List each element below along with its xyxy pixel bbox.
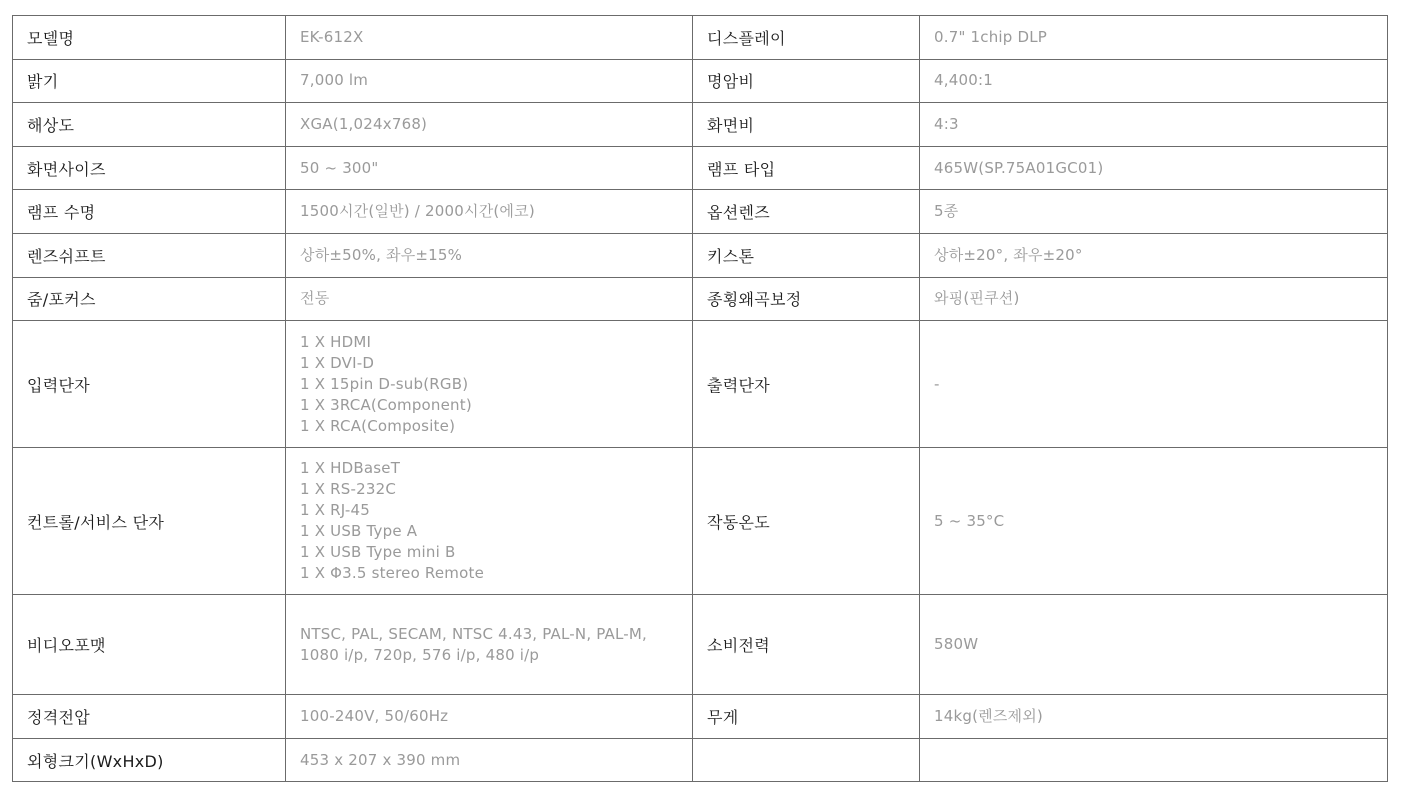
spec-table [12,15,1388,782]
spec-value: 상하±20°, 좌우±20° [920,233,1388,277]
table-row [13,321,1388,448]
spec-value-line: 1 X 15pin D-sub(RGB) [300,374,469,393]
spec-label: 램프 수명 [13,190,286,234]
spec-label: 화면비 [693,103,920,147]
table-row [13,595,1388,695]
spec-value-line: 1 X 3RCA(Component) [300,395,472,414]
spec-value-line: 1 X Φ3.5 stereo Remote [300,564,484,583]
table-row [13,695,1388,739]
spec-value: 0.7" 1chip DLP [920,16,1388,60]
spec-value: 14kg(렌즈제외) [920,695,1388,739]
spec-value: 453 x 207 x 390 mm [286,738,693,782]
spec-label: 램프 타입 [693,146,920,190]
spec-value: 580W [920,595,1388,695]
spec-value: - [920,321,1388,448]
spec-value: 1500시간(일반) / 2000시간(에코) [286,190,693,234]
spec-label: 정격전압 [13,695,286,739]
spec-value: 4:3 [920,103,1388,147]
table-row [13,103,1388,147]
spec-value [286,448,693,595]
spec-label: 종횡왜곡보정 [693,277,920,321]
spec-value [286,321,693,448]
spec-label: 무게 [693,695,920,739]
spec-value: 5종 [920,190,1388,234]
spec-value: 465W(SP.75A01GC01) [920,146,1388,190]
spec-label: 모델명 [13,16,286,60]
spec-label: 줌/포커스 [13,277,286,321]
table-row [13,16,1388,60]
spec-value-line: 1 X RCA(Composite) [300,416,456,435]
spec-value: 7,000 lm [286,59,693,103]
spec-table-body [13,16,1388,782]
spec-label: 렌즈쉬프트 [13,233,286,277]
spec-value: 50 ~ 300" [286,146,693,190]
table-row [13,233,1388,277]
spec-label: 명암비 [693,59,920,103]
spec-value-line: 1 X RJ-45 [300,501,370,520]
spec-value-line: 1 X RS-232C [300,480,397,499]
spec-label: 작동온도 [693,448,920,595]
spec-value [920,738,1388,782]
spec-value: 상하±50%, 좌우±15% [286,233,693,277]
table-row [13,448,1388,595]
spec-label: 소비전력 [693,595,920,695]
spec-value: 5 ~ 35°C [920,448,1388,595]
spec-label: 비디오포맷 [13,595,286,695]
spec-label: 화면사이즈 [13,146,286,190]
spec-value: EK-612X [286,16,693,60]
spec-label: 컨트롤/서비스 단자 [13,448,286,595]
table-row [13,59,1388,103]
spec-label: 외형크기(WxHxD) [13,738,286,782]
spec-value-line: 1 X USB Type A [300,522,418,541]
spec-value: 100-240V, 50/60Hz [286,695,693,739]
spec-value-line: 1 X HDBaseT [300,459,401,478]
spec-value-line: 1 X HDMI [300,332,372,351]
spec-value: 와핑(핀쿠션) [920,277,1388,321]
spec-label: 입력단자 [13,321,286,448]
spec-value: NTSC, PAL, SECAM, NTSC 4.43, PAL-N, PAL-M, 1080 i/p, 720p, 576 i/p, 480 i/p [286,595,693,695]
spec-value-line: 1 X USB Type mini B [300,543,456,562]
table-row [13,146,1388,190]
table-row [13,738,1388,782]
spec-value: 4,400:1 [920,59,1388,103]
spec-label: 출력단자 [693,321,920,448]
spec-label: 키스톤 [693,233,920,277]
spec-label: 옵션렌즈 [693,190,920,234]
table-row [13,277,1388,321]
spec-label [693,738,920,782]
spec-value-line: 1 X DVI-D [300,353,375,372]
spec-label: 밝기 [13,59,286,103]
spec-label: 디스플레이 [693,16,920,60]
spec-value: XGA(1,024x768) [286,103,693,147]
spec-label: 해상도 [13,103,286,147]
spec-value: 전동 [286,277,693,321]
table-row [13,190,1388,234]
